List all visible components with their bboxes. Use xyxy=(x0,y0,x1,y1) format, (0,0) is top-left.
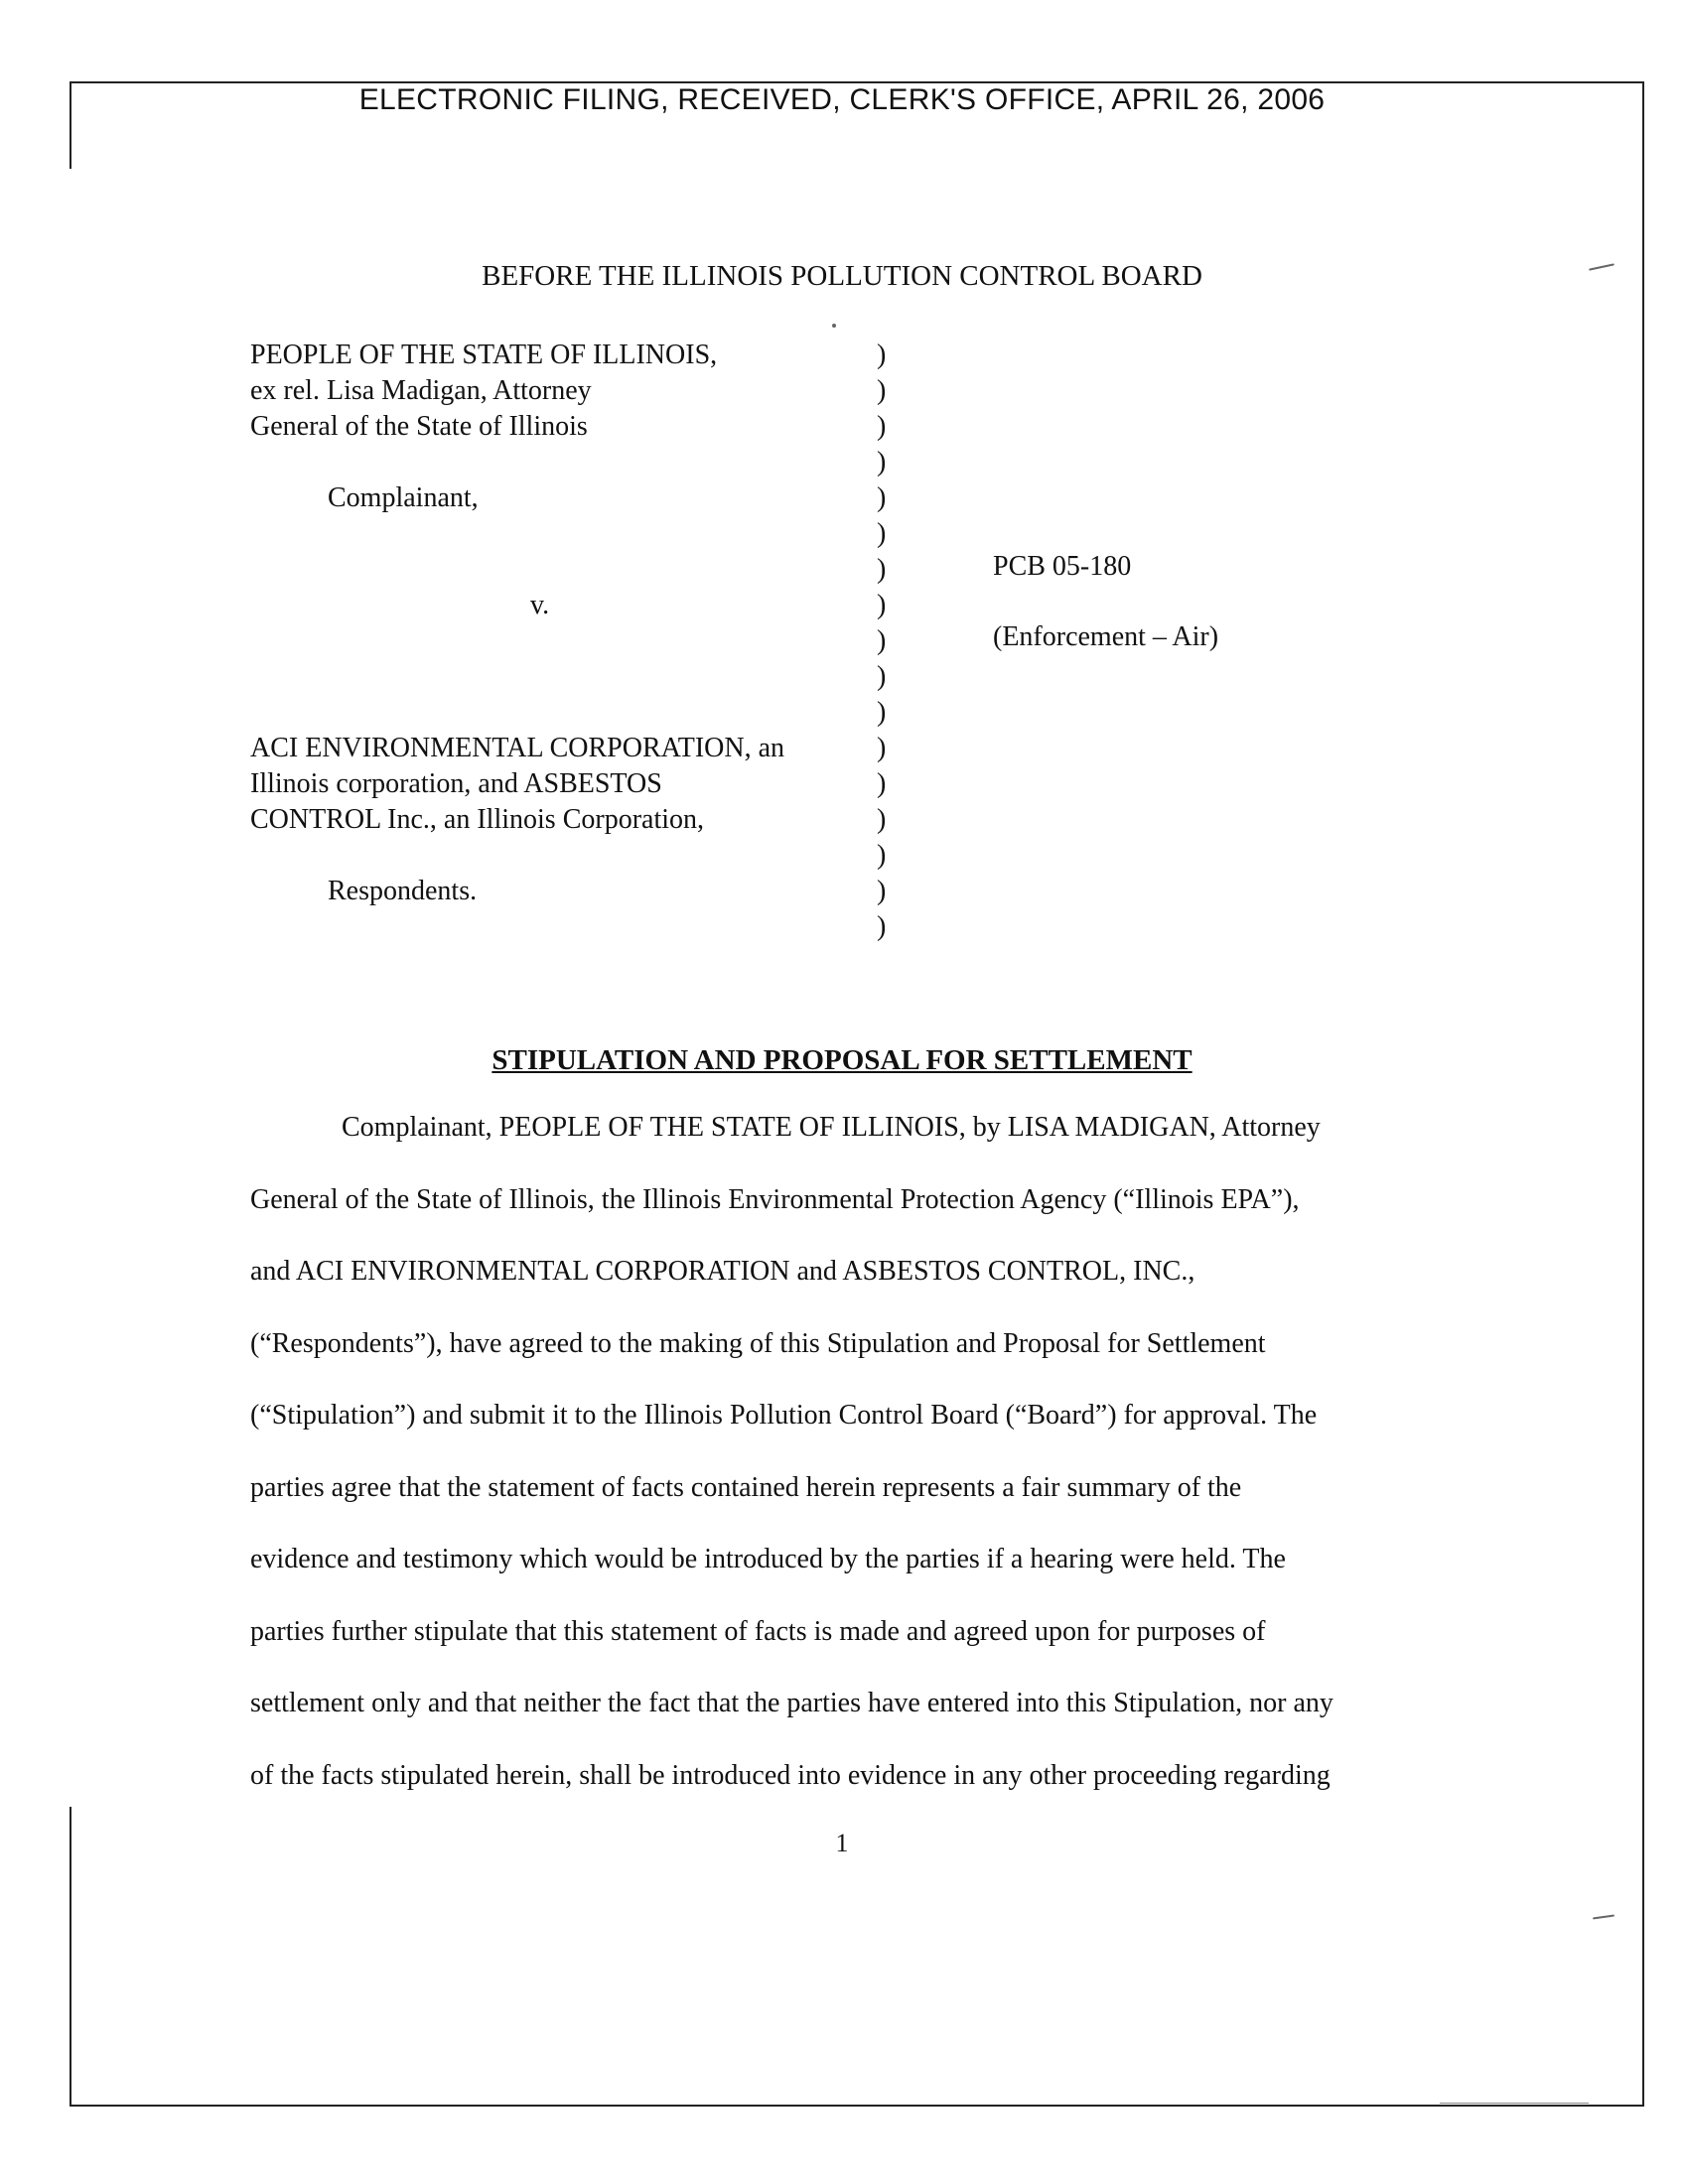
caption-paren: ) xyxy=(877,375,887,406)
caption-paren: ) xyxy=(877,697,887,728)
caption-paren: ) xyxy=(877,661,887,692)
caption-paren: ) xyxy=(877,340,887,370)
body-line: of the facts stipulated herein, shall be introduced into evidence in any other proceeding regarding xyxy=(250,1759,1331,1791)
body-line: (“Respondents”), have agreed to the making of this Stipulation and Proposal for Settlement xyxy=(250,1327,1266,1359)
caption-parentheses xyxy=(877,338,886,945)
versus: v. xyxy=(530,590,550,620)
page-number: 1 xyxy=(835,1829,849,1857)
caption-paren: ) xyxy=(877,840,887,871)
scan-speck xyxy=(1440,2103,1589,2104)
caption-paren: ) xyxy=(877,876,887,906)
respondent-line-2: Illinois corporation, and ASBESTOS xyxy=(250,768,662,799)
caption-paren: ) xyxy=(877,518,887,549)
body-line: parties further stipulate that this statement of facts is made and agreed upon for purposes of xyxy=(250,1615,1266,1647)
respondent-role: Respondents. xyxy=(328,876,478,906)
complainant-line-2: ex rel. Lisa Madigan, Attorney xyxy=(250,375,592,406)
body-line: parties agree that the statement of facts contained herein represents a fair summary of the xyxy=(250,1471,1242,1503)
document-heading: STIPULATION AND PROPOSAL FOR SETTLEMENT xyxy=(491,1044,1193,1076)
caption-paren: ) xyxy=(877,554,887,585)
scan-speck xyxy=(832,324,836,328)
body-paragraph xyxy=(250,1110,1442,1830)
case-number: PCB 05-180 xyxy=(993,551,1132,582)
body-line: Complainant, PEOPLE OF THE STATE OF ILLINOIS, by LISA MADIGAN, Attorney xyxy=(342,1112,1321,1143)
body-line: General of the State of Illinois, the Illinois Environmental Protection Agency (“Illinois EPA”), xyxy=(250,1183,1300,1215)
caption-paren: ) xyxy=(877,625,887,656)
body-line: evidence and testimony which would be introduced by the parties if a hearing were held. The xyxy=(250,1544,1286,1574)
filing-stamp: ELECTRONIC FILING, RECEIVED, CLERK'S OFFICE, APRIL 26, 2006 xyxy=(358,83,1326,116)
body-line: (“Stipulation”) and submit it to the Illinois Pollution Control Board (“Board”) for approval. The xyxy=(250,1400,1318,1431)
complainant-line-1: PEOPLE OF THE STATE OF ILLINOIS, xyxy=(250,340,718,370)
caption-paren: ) xyxy=(877,733,887,763)
caption-paren: ) xyxy=(877,411,887,442)
body-line: and ACI ENVIRONMENTAL CORPORATION and ASBESTOS CONTROL, INC., xyxy=(250,1256,1195,1287)
caption-paren: ) xyxy=(877,911,887,942)
caption-paren: ) xyxy=(877,482,887,513)
complainant-line-3: General of the State of Illinois xyxy=(250,411,588,442)
case-type: (Enforcement – Air) xyxy=(993,621,1219,652)
respondent-line-1: ACI ENVIRONMENTAL CORPORATION, an xyxy=(250,733,785,763)
caption-paren: ) xyxy=(877,447,887,478)
court-title: BEFORE THE ILLINOIS POLLUTION CONTROL BOARD xyxy=(482,260,1202,292)
body-line: settlement only and that neither the fact that the parties have entered into this Stipulation, nor any xyxy=(250,1688,1333,1718)
respondent-line-3: CONTROL Inc., an Illinois Corporation, xyxy=(250,804,705,835)
complainant-role: Complainant, xyxy=(328,482,479,513)
caption-paren: ) xyxy=(877,768,887,799)
caption-paren: ) xyxy=(877,804,887,835)
caption-paren: ) xyxy=(877,590,887,620)
